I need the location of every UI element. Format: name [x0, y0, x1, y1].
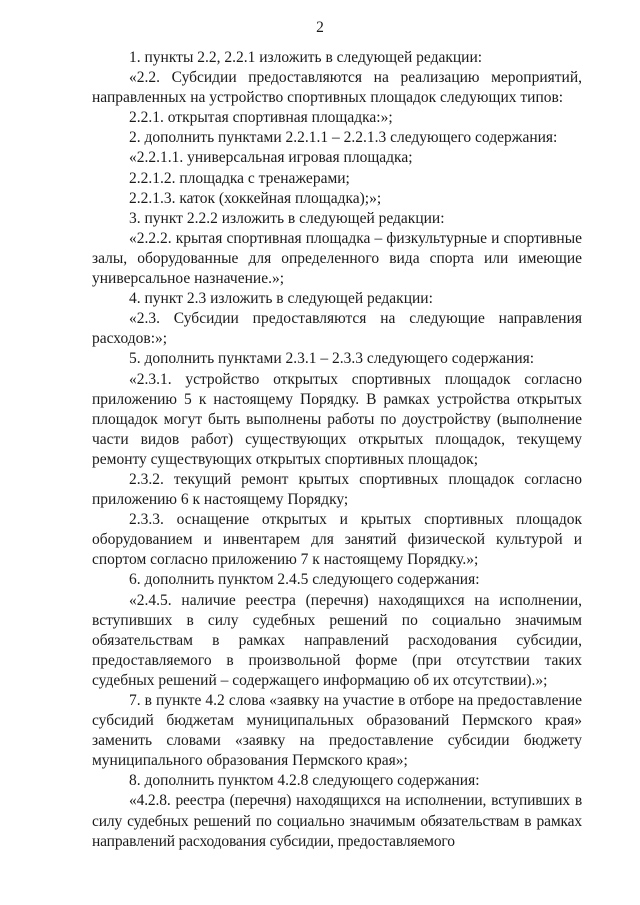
amendment-item-4: 4. пункт 2.3 изложить в следующей редакции: [129, 290, 433, 308]
amendment-item-7: 7. в пункте 4.2 слова «заявку на участие в отборе на предоставление субсидий бюджетам муниципальных образований Пермского края» заменить словами «заявку на предоставление субсидии бюджету муниципального образования Пермского края»; [92, 692, 582, 770]
quoted-clause-2-2-1-1: «2.2.1.1. универсальная игровая площадка; [129, 149, 413, 167]
amendment-item-1: 1. пункты 2.2, 2.2.1 изложить в следующей редакции: [129, 49, 483, 66]
quoted-clause-2-2-1-3: 2.2.1.3. каток (хоккейная площадка);»; [129, 189, 382, 207]
quoted-clause-2-2-1-2: 2.2.1.2. площадка с тренажерами; [129, 169, 350, 187]
quoted-clause-2-4-5: «2.4.5. наличие реестра (перечня) находящихся на исполнении, вступивших в силу судебных решений по социально значимым обязательствам в рамках направлений расходования субсидии, предоставляемого в произвольной форме (при отсутствии таких судебных решений – содержащего информацию об их отсутствии).»; [92, 591, 582, 689]
quoted-clause-2-3-2: 2.3.2. текущий ремонт крытых спортивных площадок согласно приложению 6 к настоящему Порядку; [92, 470, 582, 509]
amendment-item-6: 6. дополнить пунктом 2.4.5 следующего содержания: [129, 571, 480, 589]
amendment-item-8: 8. дополнить пунктом 4.2.8 следующего содержания: [129, 772, 480, 790]
quoted-clause-4-2-8: «4.2.8. реестра (перечня) находящихся на исполнении, вступивших в силу судебных решений по социально значимым обязательствам в рамках направлений расходования субсидии, предоставляемого [92, 792, 582, 850]
quoted-clause-2-2: «2.2. Субсидии предоставляются на реализацию мероприятий, направленных на устройство спортивных площадок следующих типов: [92, 69, 582, 107]
document-body [92, 48, 582, 852]
amendment-item-2: 2. дополнить пунктами 2.2.1.1 – 2.2.1.3 следующего содержания: [129, 129, 558, 147]
amendment-item-3: 3. пункт 2.2.2 изложить в следующей редакции: [129, 209, 445, 227]
page-number: 2 [316, 19, 324, 36]
quoted-clause-2-3: «2.3. Субсидии предоставляются на следующие направления расходов:»; [92, 310, 582, 348]
quoted-clause-2-3-1: «2.3.1. устройство открытых спортивных площадок согласно приложению 5 к настоящему Порядку. В рамках устройства открытых площадок могут быть выполнены работы по доустройству (выполнение части видов работ) существующих открытых площадок, текущему ремонту существующих открытых спортивных площадок; [92, 370, 582, 468]
quoted-clause-2-2-2: «2.2.2. крытая спортивная площадка – физкультурные и спортивные залы, оборудованные для определенного вида спорта или имеющие универсальное назначение.»; [92, 229, 582, 288]
quoted-clause-2-2-1: 2.2.1. открытая спортивная площадка:»; [129, 109, 393, 127]
quoted-clause-2-3-3: 2.3.3. оснащение открытых и крытых спортивных площадок оборудованием и инвентарем для занятий физической культурой и спортом согласно приложению 7 к настоящему Порядку.»; [92, 511, 582, 569]
amendment-item-5: 5. дополнить пунктами 2.3.1 – 2.3.3 следующего содержания: [129, 350, 535, 368]
